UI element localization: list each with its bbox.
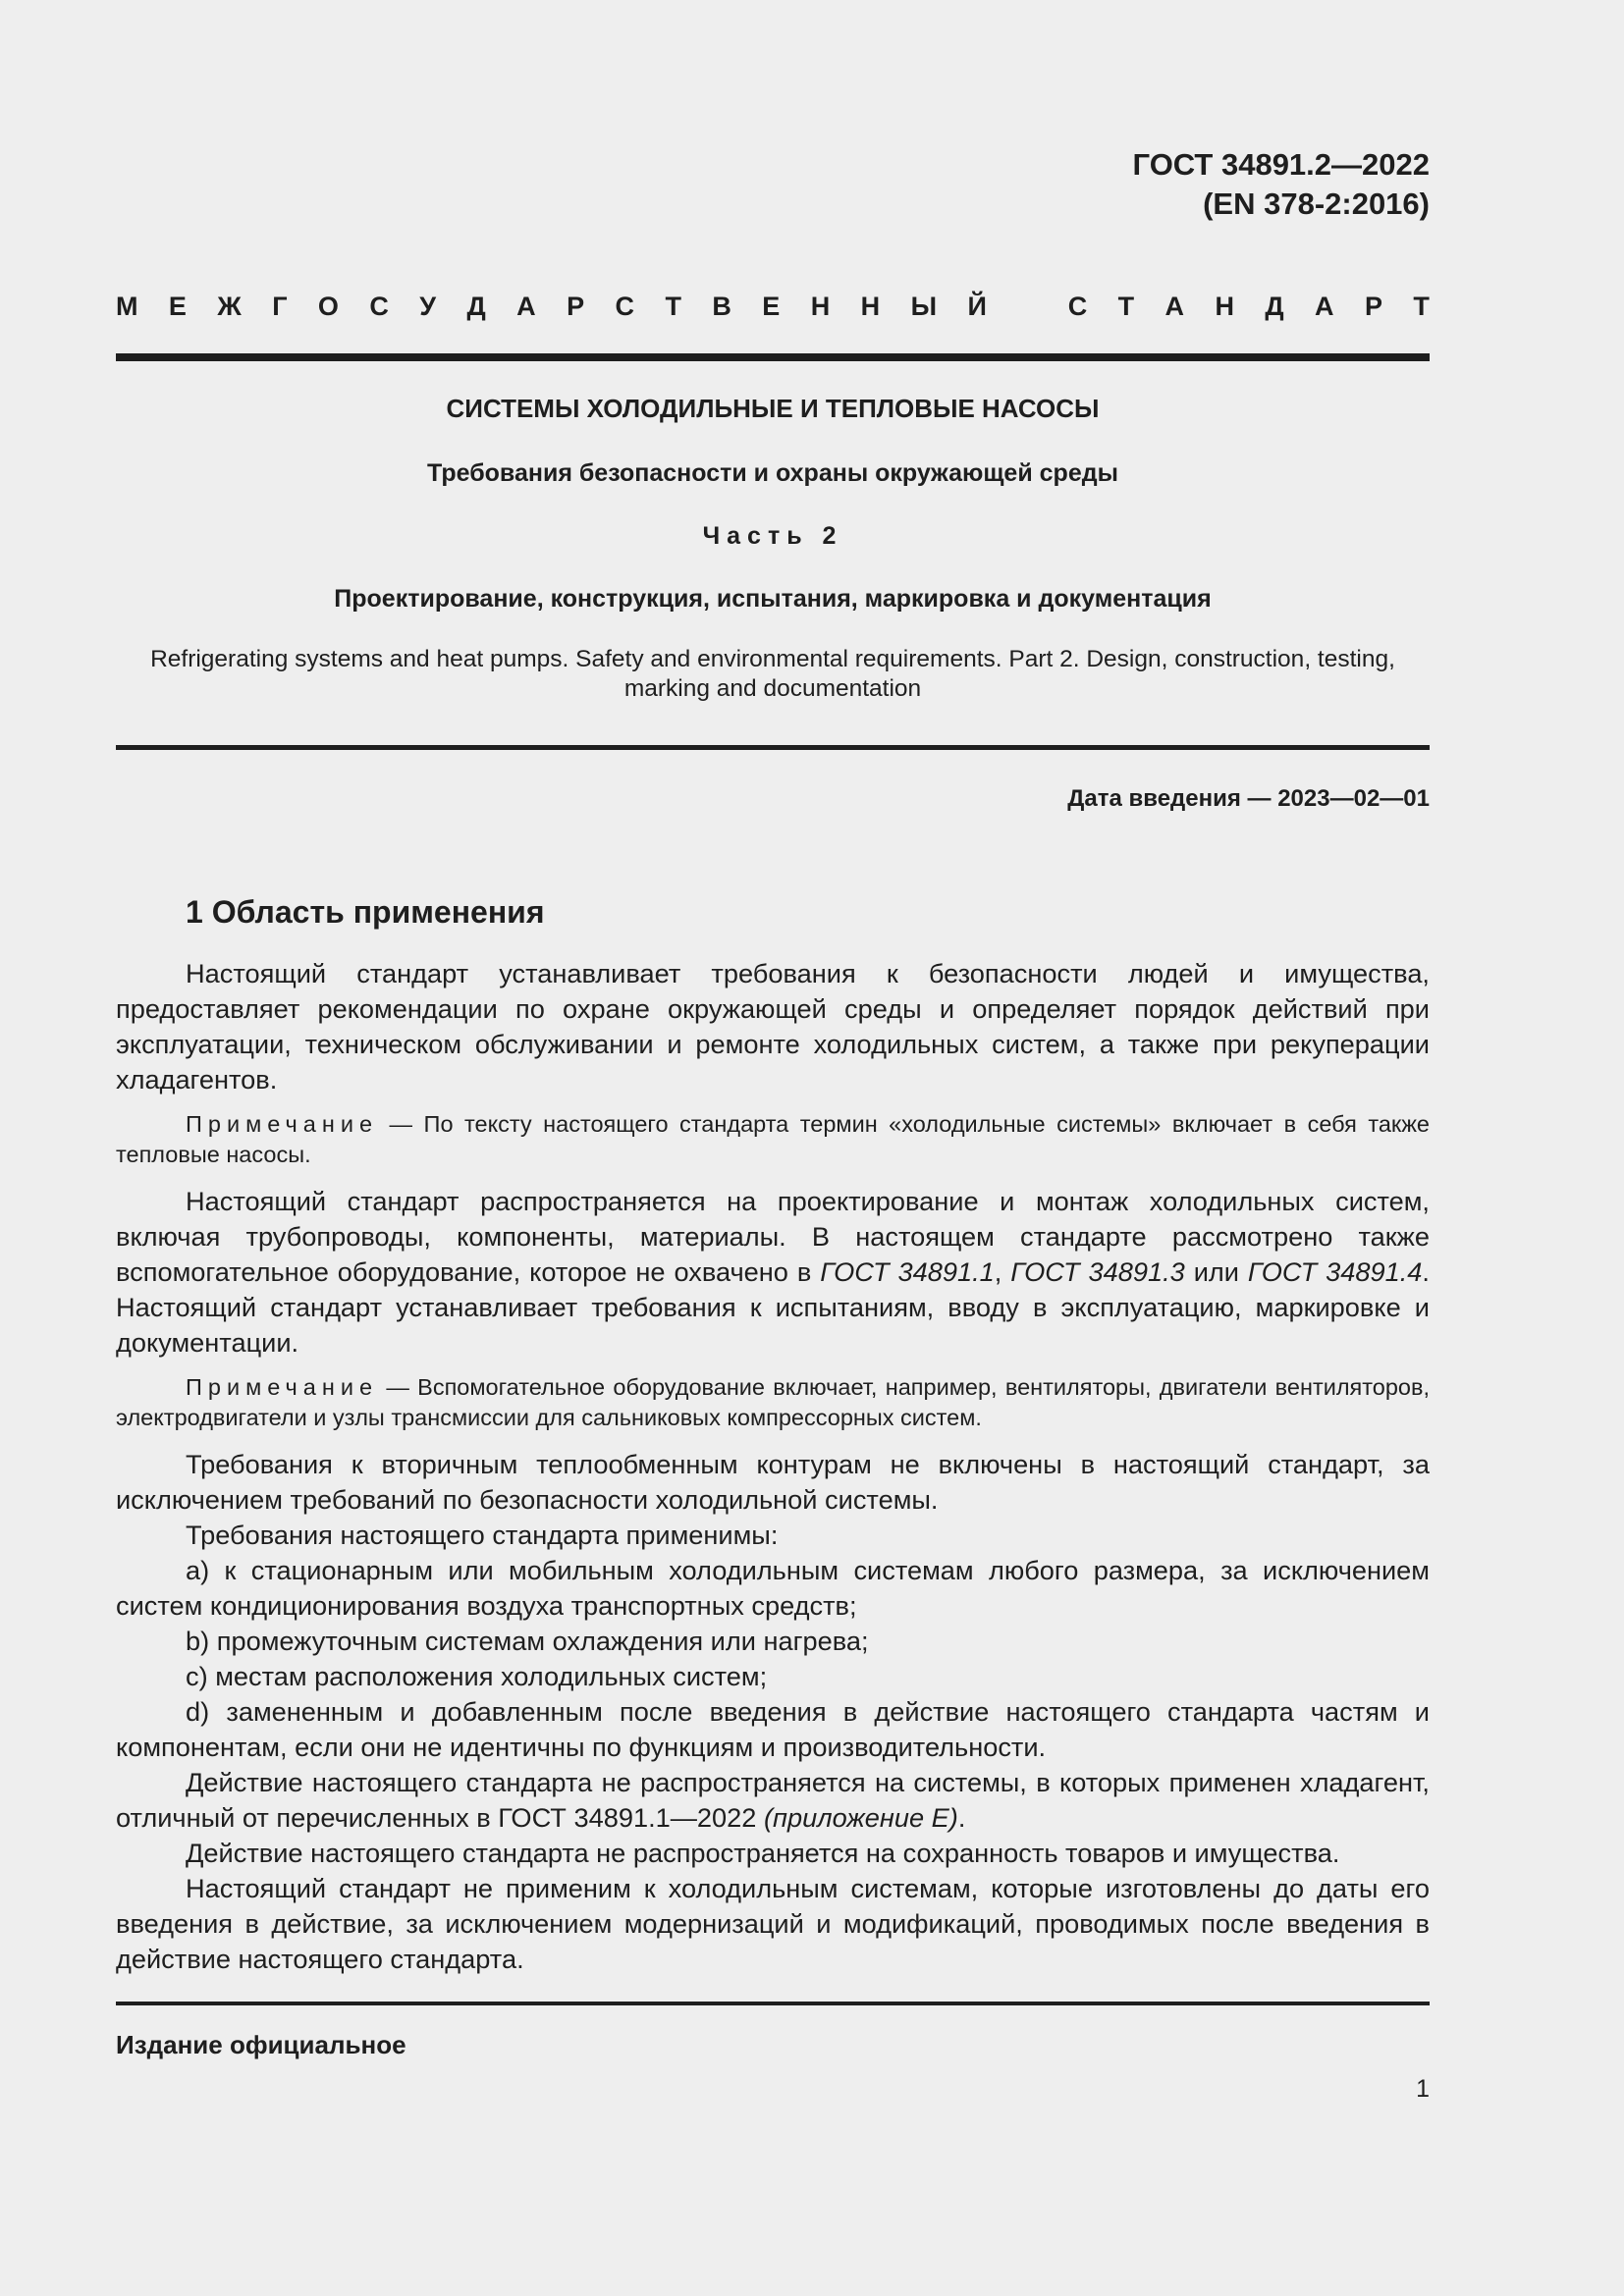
note-label: Примечание: [186, 1374, 379, 1400]
note-text: — По тексту настоящего стандарта термин «холодильные системы» включает в себя также тепловые насосы.: [116, 1111, 1430, 1167]
designation-gost: ГОСТ 34891.2—2022: [1132, 147, 1430, 182]
banner-letter: С: [369, 292, 389, 321]
title-rule: [116, 745, 1430, 750]
banner-letter: Р: [1364, 292, 1382, 321]
banner-letter: Ы: [910, 292, 938, 321]
list-item: а) к стационарным или мобильным холодильным системам любого размера, за исключением систем кондиционирования воздуха транспортных средств;: [116, 1555, 1430, 1621]
paragraph: Требования к вторичным теплообменным контурам не включены в настоящий стандарт, за исключением требований по безопасности холодильной системы.: [116, 1449, 1430, 1515]
banner-letter: Н: [1215, 292, 1234, 321]
list-item: d) замененным и добавленным после введения в действие настоящего стандарта частям и компонентам, если они не идентичны по функциям и производительности.: [116, 1696, 1430, 1762]
banner-letter: А: [1315, 292, 1334, 321]
banner-letter: А: [1164, 292, 1185, 321]
banner-letter: У: [419, 292, 437, 321]
english-title: Refrigerating systems and heat pumps. Safety and environmental requirements. Part 2. Design, construction, testing, marking and documentation: [150, 646, 1395, 702]
standard-subtitle: Требования безопасности и охраны окружающей среды: [427, 459, 1118, 487]
banner-letter: Д: [1265, 292, 1284, 321]
standard-designation: [1133, 145, 1430, 224]
banner-letter: Е: [168, 292, 187, 321]
banner-letter: А: [516, 292, 536, 321]
paragraph: Настоящий стандарт не применим к холодильным системам, которые изготовлены до даты его введения в действие, за исключением модернизаций и модификаций, проводимых после введения в действие настоящего стандарта.: [116, 1873, 1430, 1974]
reference-link: ГОСТ 34891.1: [820, 1256, 995, 1287]
paragraph: Настоящий стандарт устанавливает требования к безопасности людей и имущества, предоставляет рекомендации по охране окружающей среды и определяет порядок действий при эксплуатации, техническом обслуживании и ремонте холодильных систем, а также при рекуперации хладагентов.: [116, 958, 1430, 1095]
section-heading: 1 Область применения: [186, 894, 545, 930]
banner-letter: Т: [1117, 292, 1135, 321]
list-item: с) местам расположения холодильных систем;: [186, 1661, 768, 1691]
page-number: 1: [1416, 2075, 1430, 2103]
note: [116, 1109, 1430, 1170]
introduction-date: Дата введения — 2023—02—01: [1067, 785, 1430, 812]
paragraph: Требования настоящего стандарта применимы:: [186, 1520, 779, 1550]
banner-letter: С: [1067, 292, 1088, 321]
reference-link: ГОСТ 34891.4: [1247, 1256, 1423, 1287]
note-label: Примечание: [186, 1111, 379, 1137]
note: [116, 1372, 1430, 1433]
section-body: [116, 956, 1430, 1977]
list-item: b) промежуточным системам охлаждения или нагрева;: [186, 1626, 869, 1656]
banner-letter: М: [116, 292, 138, 321]
banner-letter: Д: [466, 292, 486, 321]
footer-rule: [116, 2002, 1430, 2005]
banner-letter: Н: [810, 292, 831, 321]
banner-letter: Т: [1413, 292, 1430, 321]
reference-link: ГОСТ 34891.3: [1010, 1256, 1185, 1287]
part-number: Часть 2: [702, 522, 843, 550]
note-text: — Вспомогательное оборудование включает, например, вентиляторы, двигатели вентиляторов, электродвигатели и узлы трансмиссии для сальниковых компрессорных систем.: [116, 1374, 1430, 1430]
interstate-standard-banner: [116, 289, 1430, 324]
banner-letter: Н: [860, 292, 881, 321]
paragraph: Действие настоящего стандарта не распространяется на системы, в которых применен хладагент, отличный от перечисленных в ГОСТ 34891.1—2022 (приложение Е).: [116, 1767, 1430, 1833]
designation-en: (EN 378-2:2016): [1203, 187, 1430, 221]
header-rule: [116, 353, 1430, 361]
official-edition: Издание официальное: [116, 2030, 406, 2059]
banner-letter: Р: [567, 292, 585, 321]
banner-letter: Т: [665, 292, 681, 321]
paragraph: Действие настоящего стандарта не распространяется на сохранность товаров и имущества.: [186, 1838, 1340, 1868]
banner-letter: Й: [967, 292, 987, 321]
banner-letter: О: [317, 292, 339, 321]
part-title: Проектирование, конструкция, испытания, маркировка и документация: [334, 585, 1212, 613]
banner-gap: [1017, 289, 1037, 324]
document-page: [116, 0, 1430, 2296]
paragraph: Настоящий стандарт распространяется на проектирование и монтаж холодильных систем, включая трубопроводы, компоненты, материалы. В настоящем стандарте рассмотрено также вспомогательное оборудование, которое не охвачено в ГОСТ 34891.1, ГОСТ 34891.3 или ГОСТ 34891.4. Настоящий стандарт устанавливает требования к испытаниям, вводу в эксплуатацию, маркировке и документации.: [116, 1186, 1430, 1358]
banner-letter: С: [615, 292, 635, 321]
banner-letter: Е: [762, 292, 781, 321]
banner-letter: Ж: [217, 292, 242, 321]
standard-title: СИСТЕМЫ ХОЛОДИЛЬНЫЕ И ТЕПЛОВЫЕ НАСОСЫ: [446, 394, 1100, 423]
reference-link: (приложение Е): [763, 1802, 958, 1833]
banner-letter: Г: [272, 292, 288, 321]
banner-letter: В: [712, 292, 731, 321]
